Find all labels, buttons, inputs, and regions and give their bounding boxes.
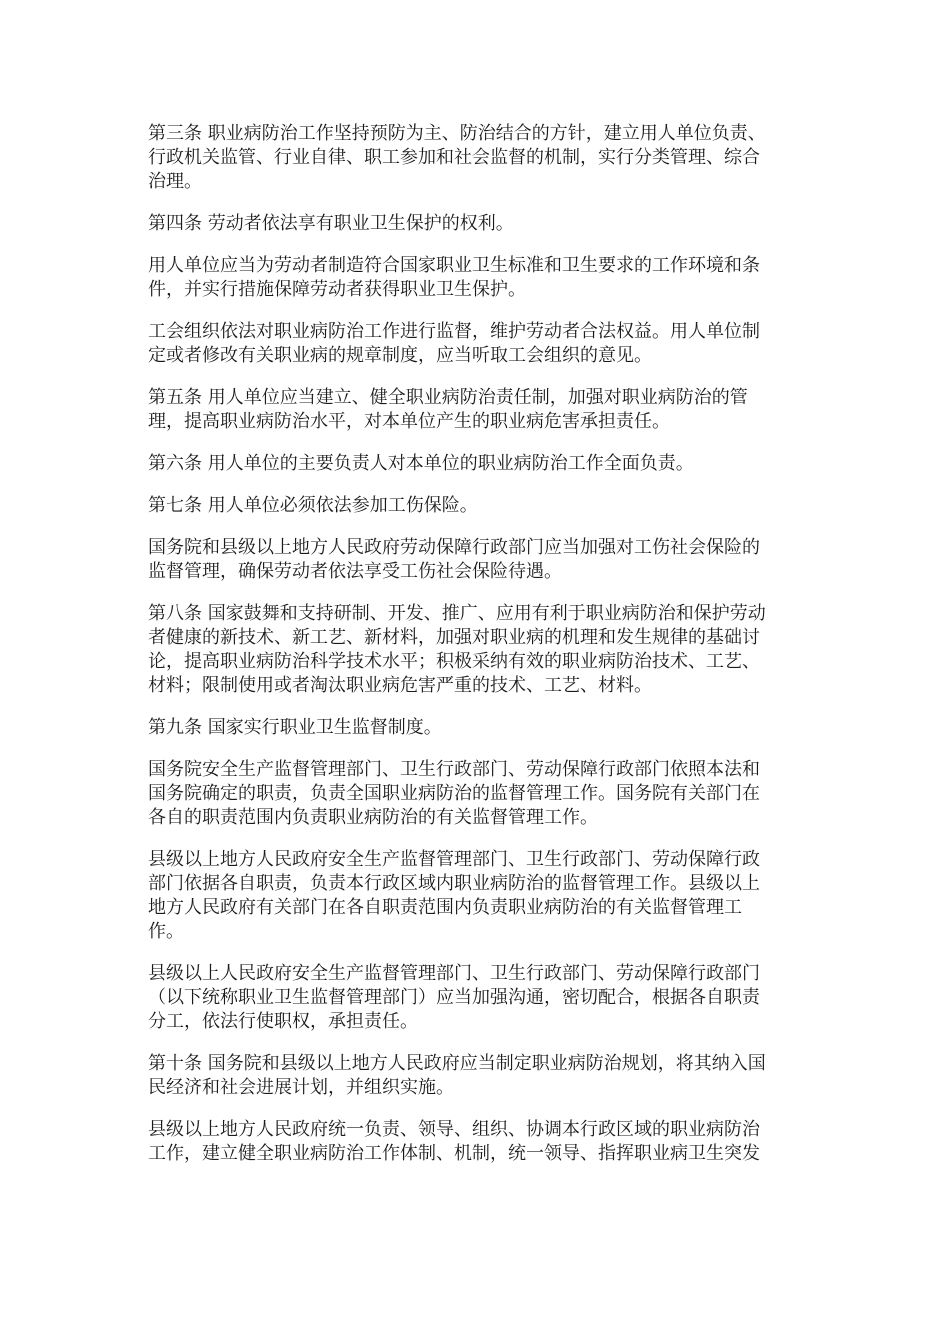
text-line: 县级以上人民政府安全生产监督管理部门、卫生行政部门、劳动保障行政部门 <box>148 963 760 984</box>
text-line: 第八条 国家鼓舞和支持研制、开发、推广、应用有利于职业病防治和保护劳动 <box>148 603 766 624</box>
text-line: 第九条 国家实行职业卫生监督制度。 <box>148 717 442 738</box>
text-line: 监督管理，确保劳动者依法享受工伤社会保险待遇。 <box>148 561 562 582</box>
paragraph-list <box>148 122 808 1166</box>
paragraph <box>148 602 808 698</box>
text-line: 第十条 国务院和县级以上地方人民政府应当制定职业病防治规划，将其纳入国 <box>148 1053 766 1074</box>
paragraph <box>148 320 808 368</box>
paragraph <box>148 716 808 740</box>
paragraph <box>148 494 808 518</box>
paragraph <box>148 386 808 434</box>
text-line: 第四条 劳动者依法享有职业卫生保护的权利。 <box>148 213 514 234</box>
document-body <box>148 122 808 1184</box>
text-line: （以下统称职业卫生监督管理部门）应当加强沟通，密切配合，根据各自职责 <box>148 987 760 1008</box>
paragraph <box>148 1118 808 1166</box>
paragraph <box>148 1052 808 1100</box>
text-line: 第五条 用人单位应当建立、健全职业病防治责任制，加强对职业病防治的管 <box>148 387 748 408</box>
paragraph <box>148 122 808 194</box>
text-line: 工作，建立健全职业病防治工作体制、机制，统一领导、指挥职业病卫生突发 <box>148 1143 760 1164</box>
text-line: 民经济和社会进展计划，并组织实施。 <box>148 1077 454 1098</box>
text-line: 行政机关监管、行业自律、职工参加和社会监督的机制，实行分类管理、综合 <box>148 147 760 168</box>
text-line: 理，提高职业病防治水平，对本单位产生的职业病危害承担责任。 <box>148 411 670 432</box>
text-line: 用人单位应当为劳动者制造符合国家职业卫生标准和卫生要求的工作环境和条 <box>148 255 760 276</box>
text-line: 工会组织依法对职业病防治工作进行监督，维护劳动者合法权益。用人单位制 <box>148 321 760 342</box>
paragraph <box>148 758 808 830</box>
text-line: 国务院和县级以上地方人民政府劳动保障行政部门应当加强对工伤社会保险的 <box>148 537 760 558</box>
text-line: 部门依据各自职责，负责本行政区域内职业病防治的监督管理工作。县级以上 <box>148 873 760 894</box>
paragraph <box>148 536 808 584</box>
paragraph <box>148 254 808 302</box>
text-line: 分工，依法行使职权，承担责任。 <box>148 1011 418 1032</box>
text-line: 作。 <box>148 921 184 942</box>
paragraph <box>148 848 808 944</box>
text-line: 地方人民政府有关部门在各自职责范围内负责职业病防治的有关监督管理工 <box>148 897 742 918</box>
text-line: 论，提高职业病防治科学技术水平；积极采纳有效的职业病防治技术、工艺、 <box>148 651 760 672</box>
text-line: 治理。 <box>148 171 202 192</box>
paragraph <box>148 212 808 236</box>
text-line: 县级以上地方人民政府安全生产监督管理部门、卫生行政部门、劳动保障行政 <box>148 849 760 870</box>
paragraph <box>148 452 808 476</box>
text-line: 各自的职责范围内负责职业病防治的有关监督管理工作。 <box>148 807 598 828</box>
text-line: 第三条 职业病防治工作坚持预防为主、防治结合的方针，建立用人单位负责、 <box>148 123 766 144</box>
text-line: 国务院确定的职责，负责全国职业病防治的监督管理工作。国务院有关部门在 <box>148 783 760 804</box>
text-line: 定或者修改有关职业病的规章制度，应当听取工会组织的意见。 <box>148 345 652 366</box>
text-line: 国务院安全生产监督管理部门、卫生行政部门、劳动保障行政部门依照本法和 <box>148 759 760 780</box>
paragraph <box>148 962 808 1034</box>
text-line: 件，并实行措施保障劳动者获得职业卫生保护。 <box>148 279 526 300</box>
text-line: 第六条 用人单位的主要负责人对本单位的职业病防治工作全面负责。 <box>148 453 694 474</box>
text-line: 者健康的新技术、新工艺、新材料，加强对职业病的机理和发生规律的基础讨 <box>148 627 760 648</box>
text-line: 材料；限制使用或者淘汰职业病危害严重的技术、工艺、材料。 <box>148 675 652 696</box>
text-line: 第七条 用人单位必须依法参加工伤保险。 <box>148 495 478 516</box>
text-line: 县级以上地方人民政府统一负责、领导、组织、协调本行政区域的职业病防治 <box>148 1119 760 1140</box>
